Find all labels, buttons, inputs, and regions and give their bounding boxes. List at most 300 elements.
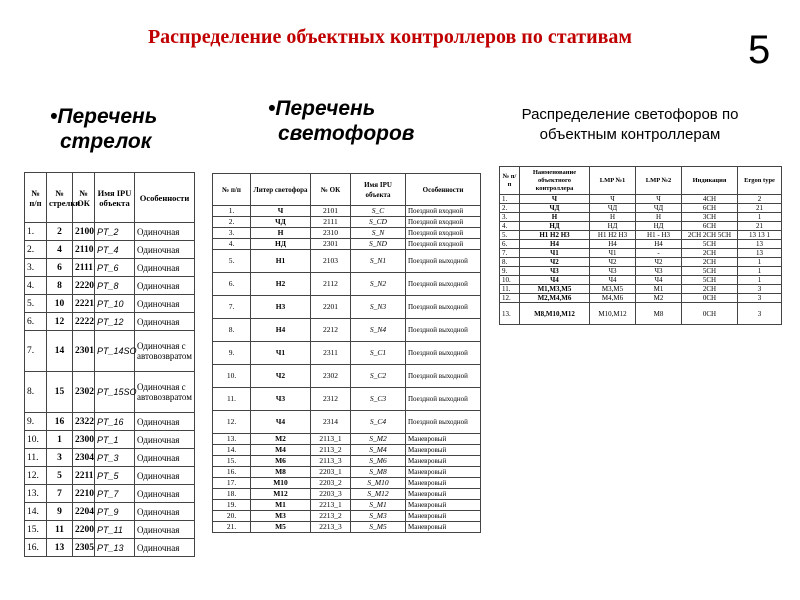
table-cell: М4 — [251, 445, 311, 456]
table-cell: 2311 — [311, 342, 351, 365]
table-cell: 9. — [500, 267, 520, 276]
table-cell: ЧД — [636, 204, 682, 213]
table-cell: Поездной входной — [406, 206, 481, 217]
table-row — [213, 489, 481, 500]
table-cell: Н1 Н2 Н3 — [520, 231, 590, 240]
table-cell: 2113_2 — [311, 445, 351, 456]
table-cell: PT_16 — [95, 413, 135, 431]
table-cell: 2 — [47, 223, 73, 241]
table-cell: 2203_2 — [311, 478, 351, 489]
table-cell: НД — [520, 222, 590, 231]
table-row — [25, 503, 195, 521]
table-cell: Н — [590, 213, 636, 222]
table-cell: 6СН — [682, 222, 738, 231]
table-row — [500, 276, 782, 285]
table-cell: Н3 — [251, 296, 311, 319]
table-cell: 14. — [25, 503, 47, 521]
table-cell: Поездной выходной — [406, 365, 481, 388]
table-cell: 2203_3 — [311, 489, 351, 500]
table-row — [213, 500, 481, 511]
column-header: Особенности — [135, 173, 195, 223]
table-cell: 2212 — [311, 319, 351, 342]
table-cell: 2113_3 — [311, 456, 351, 467]
column-header: № ОК — [73, 173, 95, 223]
table-cell: Одиночная — [135, 449, 195, 467]
table-cell: 21 — [738, 222, 782, 231]
table-cell: Маневровый — [406, 434, 481, 445]
table-cell: Ч4 — [590, 276, 636, 285]
table-cell: Одиночная — [135, 539, 195, 557]
table-row — [213, 250, 481, 273]
table-cell: PT_5 — [95, 467, 135, 485]
table-cell: 2111 — [73, 259, 95, 277]
switches-heading-line2: стрелок — [60, 130, 152, 153]
table-cell: 21. — [213, 522, 251, 533]
table-cell: 6СН — [682, 204, 738, 213]
table-cell: S_N2 — [351, 273, 406, 296]
table-row — [25, 539, 195, 557]
column-header: Наименование объектного контроллера — [520, 167, 590, 195]
table-cell: 10. — [25, 431, 47, 449]
table-cell: 4. — [500, 222, 520, 231]
table-row — [25, 449, 195, 467]
table-cell: 14 — [47, 331, 73, 372]
table-cell: 13. — [25, 485, 47, 503]
table-cell: PT_3 — [95, 449, 135, 467]
table-cell: Маневровый — [406, 522, 481, 533]
table-row — [25, 485, 195, 503]
table-cell: PT_12 — [95, 313, 135, 331]
table-row — [500, 303, 782, 325]
table-cell: 2СН — [682, 285, 738, 294]
table-cell: 11 — [47, 521, 73, 539]
table-row — [213, 342, 481, 365]
table-cell: PT_4 — [95, 241, 135, 259]
table-cell: 15 — [47, 372, 73, 413]
table-cell: 6. — [25, 313, 47, 331]
table-cell: 13 13 1 — [738, 231, 782, 240]
table-cell: 2310 — [311, 228, 351, 239]
table-cell: 2301 — [311, 239, 351, 250]
table-row — [25, 313, 195, 331]
table-row — [500, 240, 782, 249]
table-cell: S_N — [351, 228, 406, 239]
table-cell: М1,М3,М5 — [520, 285, 590, 294]
table-cell: 1 — [738, 258, 782, 267]
table-cell: М1 — [251, 500, 311, 511]
table-cell: 13 — [738, 240, 782, 249]
table-row — [213, 411, 481, 434]
table-cell: S_N4 — [351, 319, 406, 342]
table-cell: Маневровый — [406, 500, 481, 511]
table-cell: 10. — [213, 365, 251, 388]
table-cell: 6. — [213, 273, 251, 296]
table-cell: 2100 — [73, 223, 95, 241]
table-row — [25, 331, 195, 372]
table-cell: ЧД — [251, 217, 311, 228]
table-cell: 16. — [25, 539, 47, 557]
column-header: № ОК — [311, 174, 351, 206]
table-cell: 2213_3 — [311, 522, 351, 533]
table-cell: PT_8 — [95, 277, 135, 295]
table-cell: 9 — [47, 503, 73, 521]
switches-table — [24, 172, 195, 557]
table-cell: Н1 Н2 Н3 — [590, 231, 636, 240]
table-cell: 2312 — [311, 388, 351, 411]
table-row — [213, 296, 481, 319]
table-cell: Ч4 — [520, 276, 590, 285]
table-cell: 8 — [47, 277, 73, 295]
table-cell: Ч — [590, 195, 636, 204]
table-cell: ЧД — [520, 204, 590, 213]
table-cell: 2213_2 — [311, 511, 351, 522]
table-cell: 1. — [213, 206, 251, 217]
table-cell: 5. — [25, 295, 47, 313]
signals-heading-line1: •Перечень — [268, 97, 376, 120]
table-cell: PT_13 — [95, 539, 135, 557]
table-row — [213, 511, 481, 522]
table-cell: Ч3 — [590, 267, 636, 276]
table-cell: S_N1 — [351, 250, 406, 273]
table-cell: 2110 — [73, 241, 95, 259]
table-row — [25, 295, 195, 313]
table-row — [213, 228, 481, 239]
table-cell: Одиночная — [135, 485, 195, 503]
table-cell: Одиночная — [135, 431, 195, 449]
table-cell: 11. — [500, 285, 520, 294]
table-cell: S_C1 — [351, 342, 406, 365]
table-cell: 5СН — [682, 240, 738, 249]
table-cell: Ч3 — [251, 388, 311, 411]
column-header: LMP №1 — [590, 167, 636, 195]
table-cell: Одиночная — [135, 295, 195, 313]
table-row — [25, 277, 195, 295]
table-cell: S_M4 — [351, 445, 406, 456]
table-cell: М10 — [251, 478, 311, 489]
table-cell: Поездной выходной — [406, 296, 481, 319]
signals-table — [212, 173, 481, 533]
table-cell: 7. — [213, 296, 251, 319]
table-cell: Поездной выходной — [406, 342, 481, 365]
table-cell: Одиночная — [135, 259, 195, 277]
table-cell: 6. — [500, 240, 520, 249]
table-cell: PT_6 — [95, 259, 135, 277]
table-row — [500, 222, 782, 231]
table-cell: 19. — [213, 500, 251, 511]
table-cell: М8 — [251, 467, 311, 478]
table-cell: 2304 — [73, 449, 95, 467]
table-cell: PT_14SO — [95, 331, 135, 372]
table-cell: 5 — [47, 467, 73, 485]
table-cell: 5. — [213, 250, 251, 273]
table-cell: ЧД — [590, 204, 636, 213]
table-cell: 17. — [213, 478, 251, 489]
table-cell: М3,М5 — [590, 285, 636, 294]
table-row — [25, 431, 195, 449]
table-cell: Маневровый — [406, 478, 481, 489]
table-row — [213, 522, 481, 533]
column-header: № п/п — [500, 167, 520, 195]
signals-heading-line2: светофоров — [278, 122, 415, 145]
table-cell: Одиночная с автовозвратом — [135, 372, 195, 413]
table-cell: 3. — [213, 228, 251, 239]
table-cell: 3. — [500, 213, 520, 222]
table-cell: Ч2 — [590, 258, 636, 267]
table-cell: 3 — [738, 294, 782, 303]
table-cell: М4,М6 — [590, 294, 636, 303]
table-cell: 2101 — [311, 206, 351, 217]
table-cell: 2222 — [73, 313, 95, 331]
table-cell: 11. — [213, 388, 251, 411]
table-cell: 2314 — [311, 411, 351, 434]
table-cell: PT_15SO — [95, 372, 135, 413]
table-cell: 6 — [47, 259, 73, 277]
table-cell: 3 — [738, 303, 782, 325]
switches-heading-line1: •Перечень — [50, 105, 158, 128]
table-cell: НД — [251, 239, 311, 250]
table-row — [213, 434, 481, 445]
table-cell: Н4 — [636, 240, 682, 249]
table-cell: 13 — [47, 539, 73, 557]
table-cell: Н1 — [251, 250, 311, 273]
table-cell: 3 — [47, 449, 73, 467]
table-cell: 2220 — [73, 277, 95, 295]
table-cell: 2. — [25, 241, 47, 259]
table-cell: 2302 — [73, 372, 95, 413]
table-cell: Поездной выходной — [406, 250, 481, 273]
table-cell: 14. — [213, 445, 251, 456]
table-cell: 21 — [738, 204, 782, 213]
table-cell: 7. — [25, 331, 47, 372]
table-cell: S_ND — [351, 239, 406, 250]
table-cell: S_M12 — [351, 489, 406, 500]
table-cell: Одиночная — [135, 467, 195, 485]
table-cell: М3 — [251, 511, 311, 522]
table-cell: Поездной выходной — [406, 411, 481, 434]
table-cell: М6 — [251, 456, 311, 467]
column-header: № п/п — [25, 173, 47, 223]
table-cell: 12. — [500, 294, 520, 303]
table-cell: Ч4 — [251, 411, 311, 434]
table-row — [213, 273, 481, 296]
table-cell: 4. — [25, 277, 47, 295]
table-row — [213, 388, 481, 411]
table-cell: S_M10 — [351, 478, 406, 489]
table-cell: 2 — [738, 195, 782, 204]
table-cell: Ч — [251, 206, 311, 217]
table-cell: 13. — [213, 434, 251, 445]
table-cell: 3. — [25, 259, 47, 277]
table-cell: 2200 — [73, 521, 95, 539]
table-cell: 15. — [25, 521, 47, 539]
distribution-heading-line2: объектным контроллерам — [539, 126, 721, 143]
table-cell: Одиночная — [135, 313, 195, 331]
table-cell: PT_11 — [95, 521, 135, 539]
table-cell: 5СН — [682, 276, 738, 285]
distribution-heading-line1: Распределение светофоров по — [521, 106, 739, 123]
table-row — [213, 456, 481, 467]
table-cell: 13. — [500, 303, 520, 325]
table-cell: Одиночная — [135, 521, 195, 539]
table-cell: 1 — [738, 213, 782, 222]
table-cell: М1 — [636, 285, 682, 294]
table-cell: 4. — [213, 239, 251, 250]
table-cell: 2210 — [73, 485, 95, 503]
table-cell: 2305 — [73, 539, 95, 557]
table-cell: М2 — [251, 434, 311, 445]
table-row — [213, 217, 481, 228]
table-cell: Н4 — [520, 240, 590, 249]
table-row — [25, 241, 195, 259]
table-cell: 16 — [47, 413, 73, 431]
table-cell: М8,М10,М12 — [520, 303, 590, 325]
table-cell: Н — [251, 228, 311, 239]
table-cell: 2103 — [311, 250, 351, 273]
table-row — [213, 478, 481, 489]
table-cell: Ч2 — [520, 258, 590, 267]
table-cell: S_M8 — [351, 467, 406, 478]
table-cell: 10. — [500, 276, 520, 285]
table-cell: 10 — [47, 295, 73, 313]
table-cell: Н — [636, 213, 682, 222]
table-row — [500, 249, 782, 258]
table-cell: М5 — [251, 522, 311, 533]
table-cell: 11. — [25, 449, 47, 467]
table-cell: Поездной входной — [406, 239, 481, 250]
table-row — [213, 467, 481, 478]
table-row — [213, 206, 481, 217]
table-row — [500, 231, 782, 240]
table-cell: 2302 — [311, 365, 351, 388]
table-cell: PT_2 — [95, 223, 135, 241]
table-cell: НД — [636, 222, 682, 231]
column-header: Имя IPU объекта — [95, 173, 135, 223]
table-cell: Поездной выходной — [406, 273, 481, 296]
table-cell: М2 — [636, 294, 682, 303]
table-cell: 2300 — [73, 431, 95, 449]
table-cell: Одиночная — [135, 413, 195, 431]
table-cell: Ч4 — [636, 276, 682, 285]
table-cell: 2211 — [73, 467, 95, 485]
table-cell: Маневровый — [406, 456, 481, 467]
table-row — [500, 285, 782, 294]
table-row — [500, 213, 782, 222]
table-cell: PT_9 — [95, 503, 135, 521]
table-row — [25, 413, 195, 431]
table-cell: 2. — [213, 217, 251, 228]
table-cell: Поездной входной — [406, 217, 481, 228]
table-cell: Маневровый — [406, 489, 481, 500]
switches-heading — [50, 104, 157, 154]
table-cell: Ч2 — [636, 258, 682, 267]
column-header: Имя IPU объекта — [351, 174, 406, 206]
table-cell: 12 — [47, 313, 73, 331]
table-cell: 8. — [25, 372, 47, 413]
distribution-heading — [480, 105, 780, 145]
table-cell: 12. — [25, 467, 47, 485]
table-row — [25, 372, 195, 413]
table-cell: М12 — [251, 489, 311, 500]
table-cell: Маневровый — [406, 445, 481, 456]
table-cell: 2322 — [73, 413, 95, 431]
table-cell: 2201 — [311, 296, 351, 319]
table-cell: Ч — [636, 195, 682, 204]
table-cell: Н4 — [590, 240, 636, 249]
table-cell: 1. — [500, 195, 520, 204]
table-row — [25, 467, 195, 485]
table-cell: 9. — [25, 413, 47, 431]
table-cell: 3 — [738, 285, 782, 294]
table-row — [25, 223, 195, 241]
table-cell: 1 — [738, 267, 782, 276]
table-cell: 1 — [47, 431, 73, 449]
table-row — [500, 267, 782, 276]
table-cell: 8. — [213, 319, 251, 342]
table-row — [25, 259, 195, 277]
table-cell: 1 — [738, 276, 782, 285]
table-cell: Поездной выходной — [406, 388, 481, 411]
table-cell: S_M5 — [351, 522, 406, 533]
table-cell: Ч2 — [251, 365, 311, 388]
table-cell: 9. — [213, 342, 251, 365]
table-cell: PT_10 — [95, 295, 135, 313]
table-cell: 5СН — [682, 267, 738, 276]
table-cell: Ч1 — [590, 249, 636, 258]
table-cell: 2. — [500, 204, 520, 213]
table-cell: S_M2 — [351, 434, 406, 445]
table-row — [500, 204, 782, 213]
table-cell: S_CD — [351, 217, 406, 228]
table-cell: Одиночная — [135, 241, 195, 259]
table-cell: Ч3 — [520, 267, 590, 276]
table-cell: 18. — [213, 489, 251, 500]
table-cell: Поездной входной — [406, 228, 481, 239]
table-cell: S_N3 — [351, 296, 406, 319]
table-cell: Н — [520, 213, 590, 222]
table-cell: М8 — [636, 303, 682, 325]
table-row — [25, 521, 195, 539]
table-cell: НД — [590, 222, 636, 231]
table-cell: Одиночная — [135, 223, 195, 241]
table-cell: Маневровый — [406, 467, 481, 478]
table-row — [500, 195, 782, 204]
table-cell: 7. — [500, 249, 520, 258]
column-header: № стрелки — [47, 173, 73, 223]
table-cell: 5. — [500, 231, 520, 240]
table-cell: 0СН — [682, 294, 738, 303]
table-cell: 3СН — [682, 213, 738, 222]
table-cell: 2СН — [682, 249, 738, 258]
table-cell: Ч — [520, 195, 590, 204]
table-cell: 2111 — [311, 217, 351, 228]
column-header: Литер светофора — [251, 174, 311, 206]
table-cell: М2,М4,М6 — [520, 294, 590, 303]
table-cell: - — [636, 249, 682, 258]
page-number: 5 — [748, 28, 771, 72]
table-cell: Н2 — [251, 273, 311, 296]
table-cell: S_C3 — [351, 388, 406, 411]
table-cell: Ч1 — [251, 342, 311, 365]
table-cell: S_M6 — [351, 456, 406, 467]
slide-title: Распределение объектных контроллеров по стативам — [147, 26, 633, 48]
table-cell: 12. — [213, 411, 251, 434]
table-cell: М10,М12 — [590, 303, 636, 325]
table-cell: 2221 — [73, 295, 95, 313]
column-header: № п/п — [213, 174, 251, 206]
signals-heading — [268, 96, 415, 146]
table-cell: S_M1 — [351, 500, 406, 511]
table-cell: 2113_1 — [311, 434, 351, 445]
